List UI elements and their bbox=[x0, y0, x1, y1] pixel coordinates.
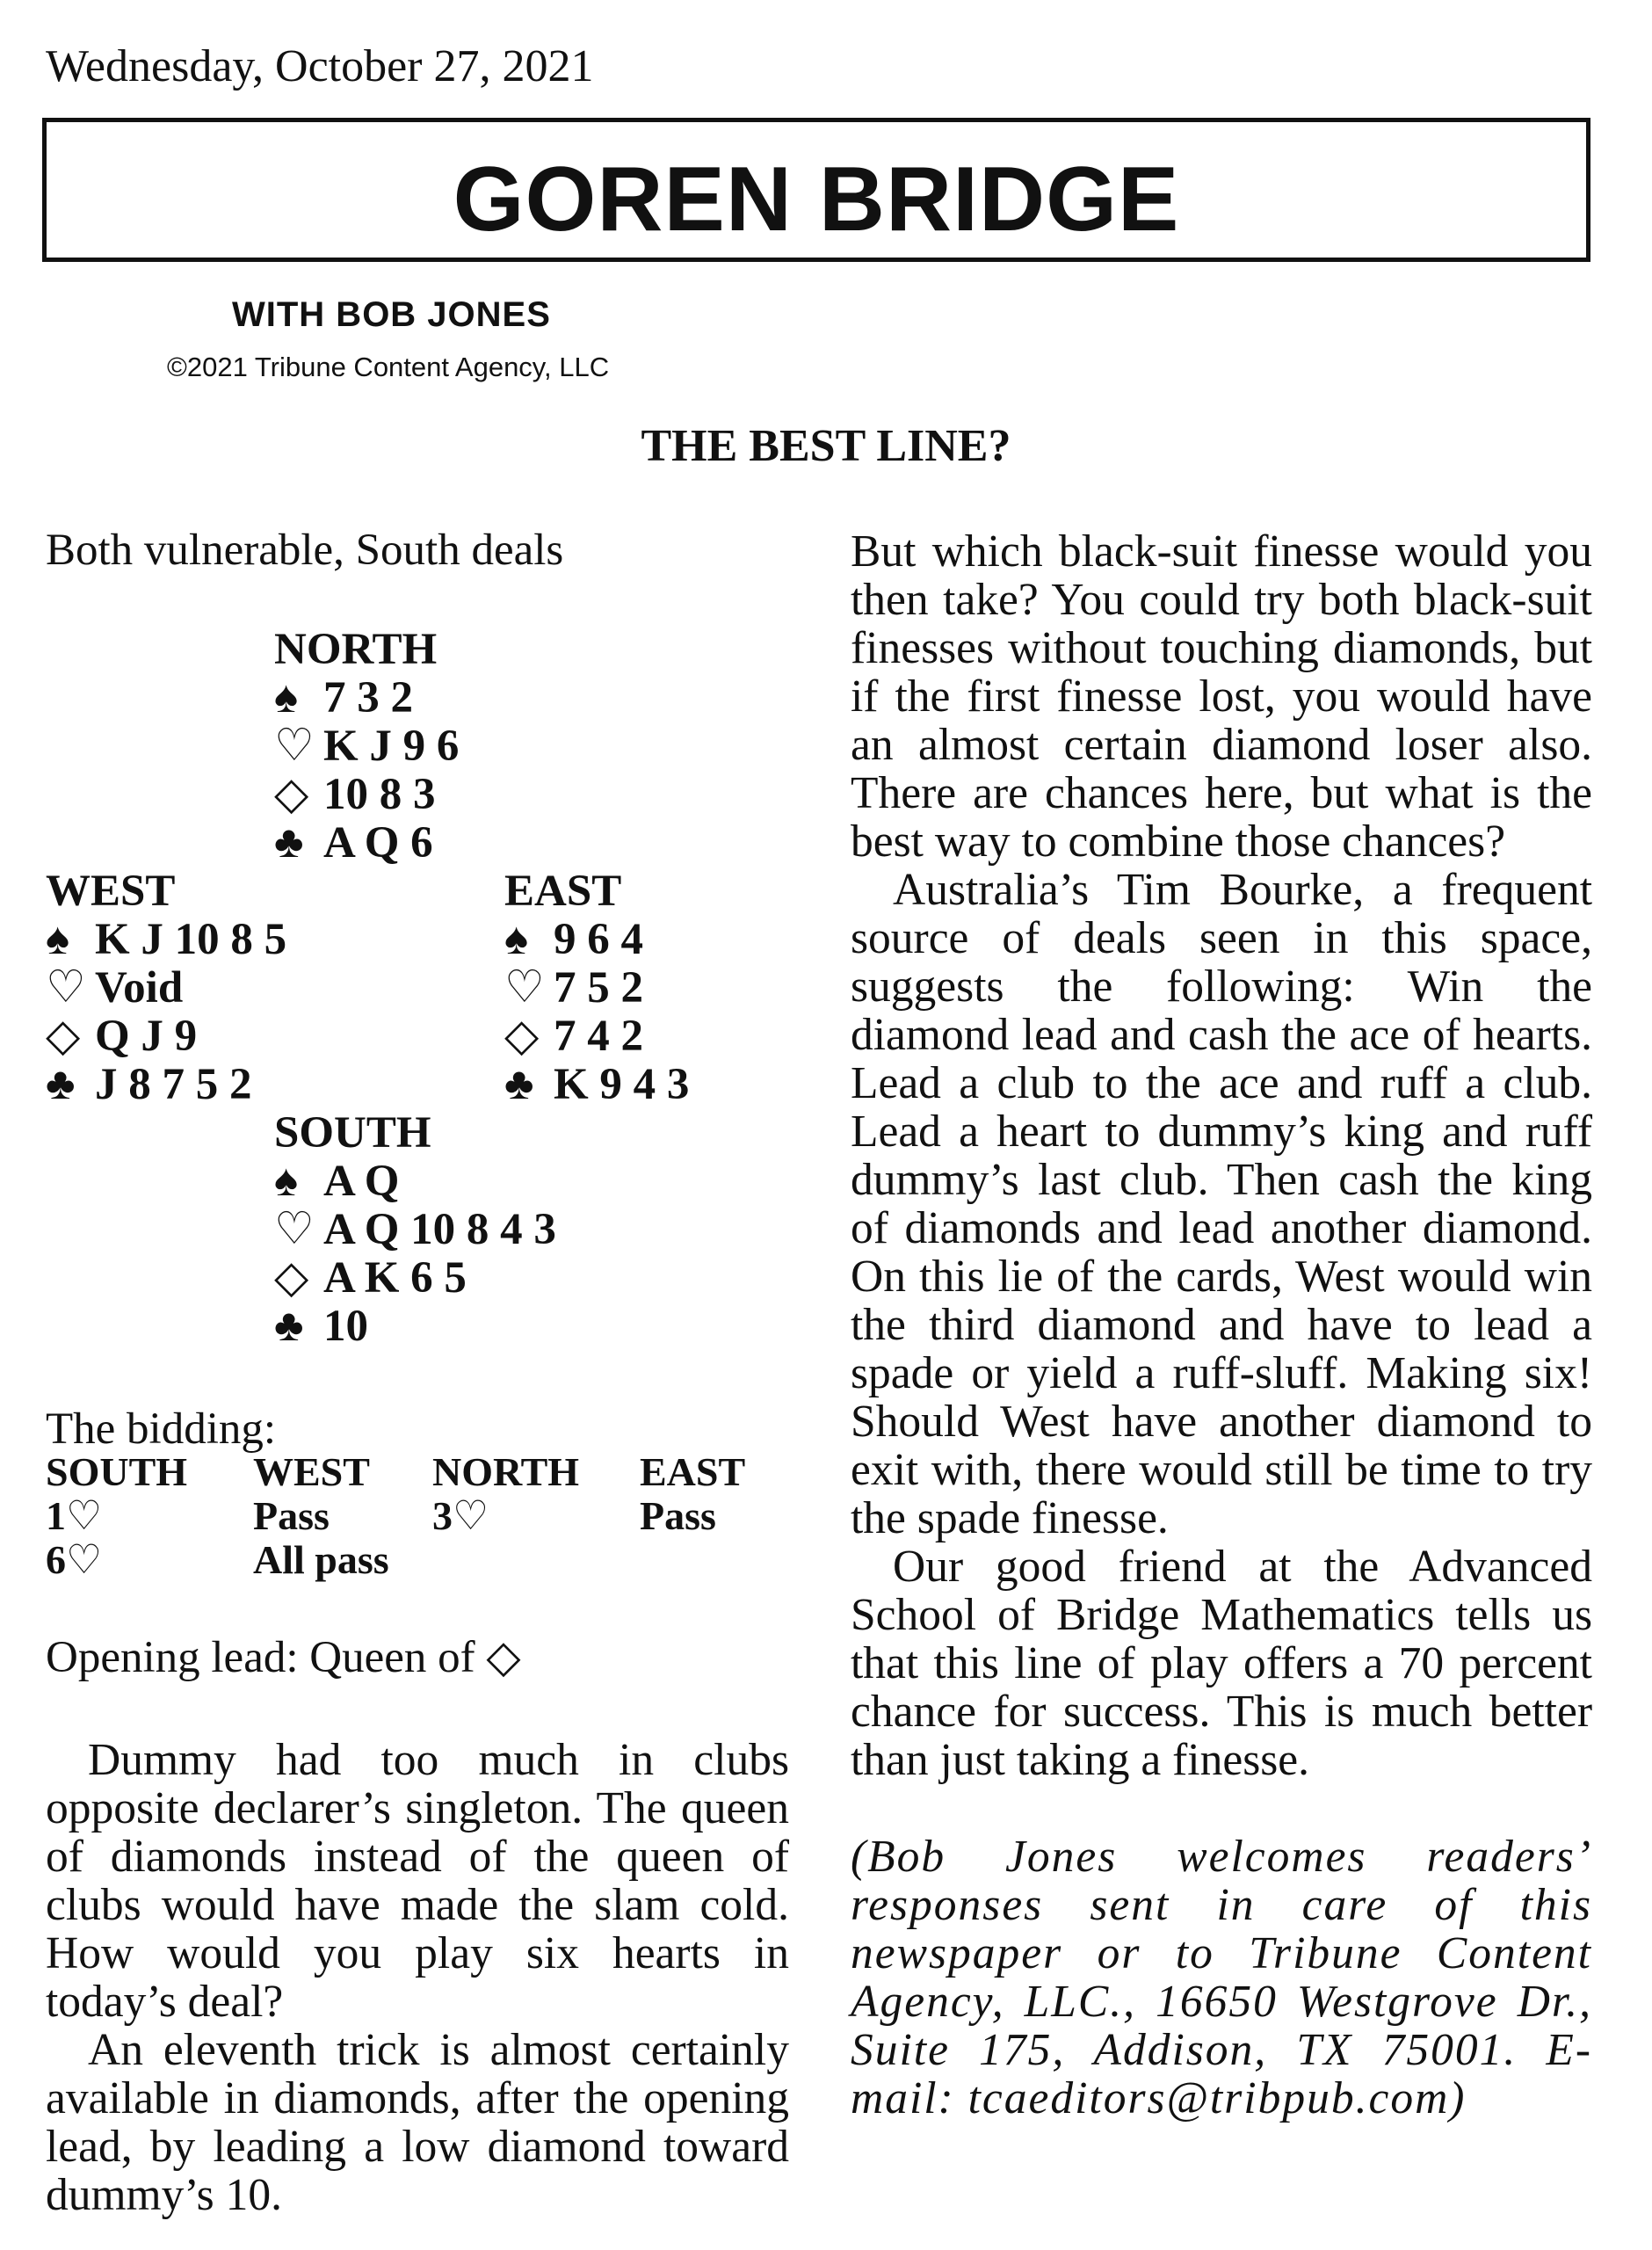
paragraph: Australia’s Tim Bourke, a frequent source of deals seen in this space, suggests the following: Win the diamond lead and cash the ace of hearts. Lead a club to the ace and ruff a club. Lead a heart to dummy’s king and ruff dummy’s last club. Then cash the king of diamonds and lead another diamond. On this lie of the cards, West would win the third diamond and have to lead a spade or yield a ruff-sluff. Making six! Should West have another diamond to exit with, there would still be time to try the spade finesse. bbox=[851, 865, 1592, 1543]
heart-icon: ♡ bbox=[504, 963, 545, 1012]
hand-north bbox=[274, 626, 459, 867]
copyright: ©2021 Tribune Content Agency, LLC bbox=[167, 352, 610, 382]
bidding-row bbox=[46, 1538, 847, 1582]
hand-diamonds: 7 4 2 bbox=[554, 1012, 643, 1061]
club-icon: ♣ bbox=[274, 818, 304, 867]
hand-label: EAST bbox=[504, 867, 622, 916]
opening-lead: Opening lead: Queen of ◇ bbox=[46, 1633, 521, 1682]
footer-note: (Bob Jones welcomes readers’ responses sent in care of this newspaper or to Tribune Content Agency, LLC., 16650 Westgrove Dr., Suite 175, Addison, TX 75001. E-mail: tcaeditors@tribpub.com) bbox=[851, 1832, 1592, 2123]
hand-diamonds: Q J 9 bbox=[95, 1012, 198, 1061]
paragraph: An eleventh trick is almost certainly available in diamonds, after the opening lead, by leading a low diamond toward dummy’s 10. bbox=[46, 2025, 789, 2220]
paragraph: But which black-suit finesse would you then take? You could try both black-suit finesses without touching diamonds, but if the first finesse lost, you would have an almost certain diamond loser also. There are chances here, but what is the best way to combine those chances? bbox=[851, 526, 1592, 867]
article-body-left bbox=[46, 1736, 789, 2219]
bid: All pass bbox=[253, 1537, 389, 1582]
hand-diamonds: 10 8 3 bbox=[323, 770, 436, 819]
bidding-table bbox=[46, 1450, 847, 1582]
hand-hearts: K J 9 6 bbox=[323, 722, 460, 771]
bid: Pass bbox=[640, 1493, 716, 1538]
heart-icon: ♡ bbox=[46, 963, 86, 1012]
hand-hearts: Void bbox=[95, 963, 184, 1012]
title-box bbox=[42, 118, 1590, 262]
hand-spades: A Q bbox=[323, 1157, 400, 1206]
hand-clubs: 10 bbox=[323, 1302, 368, 1351]
hand-diamonds: A K 6 5 bbox=[323, 1253, 467, 1303]
bidding-header: SOUTH bbox=[46, 1449, 188, 1494]
hand-spades: 9 6 4 bbox=[554, 915, 643, 964]
hand-spades: K J 10 8 5 bbox=[95, 915, 287, 964]
bidding-header-row bbox=[46, 1450, 847, 1494]
hand-south bbox=[274, 1109, 556, 1351]
diamond-icon: ◇ bbox=[504, 1012, 540, 1061]
bidding-header: NORTH bbox=[432, 1449, 580, 1494]
heart-icon: ♡ bbox=[274, 1205, 315, 1254]
spade-icon: ♠ bbox=[504, 915, 529, 964]
paragraph: Dummy had too much in clubs opposite declarer’s singleton. The queen of diamonds instead of the queen of clubs would have made the slam cold. How would you play six hearts in today’s deal? bbox=[46, 1735, 789, 2027]
deal-info: Both vulnerable, South deals bbox=[46, 526, 564, 575]
diamond-icon: ◇ bbox=[274, 770, 309, 819]
bid: 6♡ bbox=[46, 1537, 103, 1582]
hand-east bbox=[504, 867, 689, 1109]
hand-label: WEST bbox=[46, 867, 176, 916]
hand-hearts: A Q 10 8 4 3 bbox=[323, 1205, 556, 1254]
bid bbox=[640, 1538, 847, 1582]
hand-spades: 7 3 2 bbox=[323, 673, 413, 722]
club-icon: ♣ bbox=[46, 1060, 76, 1109]
bidding-header: EAST bbox=[640, 1449, 746, 1494]
paragraph: Our good friend at the Advanced School of Bridge Mathematics tells us that this line of play offers a 70 percent chance for success. This is much better than just taking a finesse. bbox=[851, 1542, 1592, 1785]
bidding-label: The bidding: bbox=[46, 1404, 277, 1454]
hand-label: NORTH bbox=[274, 625, 438, 674]
article-body-right bbox=[851, 527, 1592, 2123]
hand-clubs: A Q 6 bbox=[323, 818, 433, 867]
hand-clubs: J 8 7 5 2 bbox=[95, 1060, 252, 1109]
headline: THE BEST LINE? bbox=[641, 421, 1011, 471]
hand-clubs: K 9 4 3 bbox=[554, 1060, 690, 1109]
bid: 3♡ bbox=[432, 1493, 489, 1538]
heart-icon: ♡ bbox=[274, 722, 315, 771]
spade-icon: ♠ bbox=[274, 1157, 299, 1206]
bidding-header: WEST bbox=[253, 1449, 370, 1494]
dateline: Wednesday, October 27, 2021 bbox=[46, 41, 594, 91]
diamond-icon: ◇ bbox=[46, 1012, 81, 1061]
bid: Pass bbox=[253, 1493, 330, 1538]
hand-west bbox=[46, 867, 286, 1109]
byline: WITH BOB JONES bbox=[232, 295, 551, 334]
diamond-icon: ◇ bbox=[274, 1253, 309, 1303]
club-icon: ♣ bbox=[504, 1060, 534, 1109]
spade-icon: ♠ bbox=[274, 673, 299, 722]
bid: 1♡ bbox=[46, 1493, 103, 1538]
club-icon: ♣ bbox=[274, 1302, 304, 1351]
column-title: GOREN BRIDGE bbox=[453, 149, 1180, 250]
hand-hearts: 7 5 2 bbox=[554, 963, 643, 1012]
spade-icon: ♠ bbox=[46, 915, 70, 964]
hand-label: SOUTH bbox=[274, 1108, 431, 1158]
bid bbox=[432, 1538, 640, 1582]
bidding-row bbox=[46, 1494, 847, 1538]
